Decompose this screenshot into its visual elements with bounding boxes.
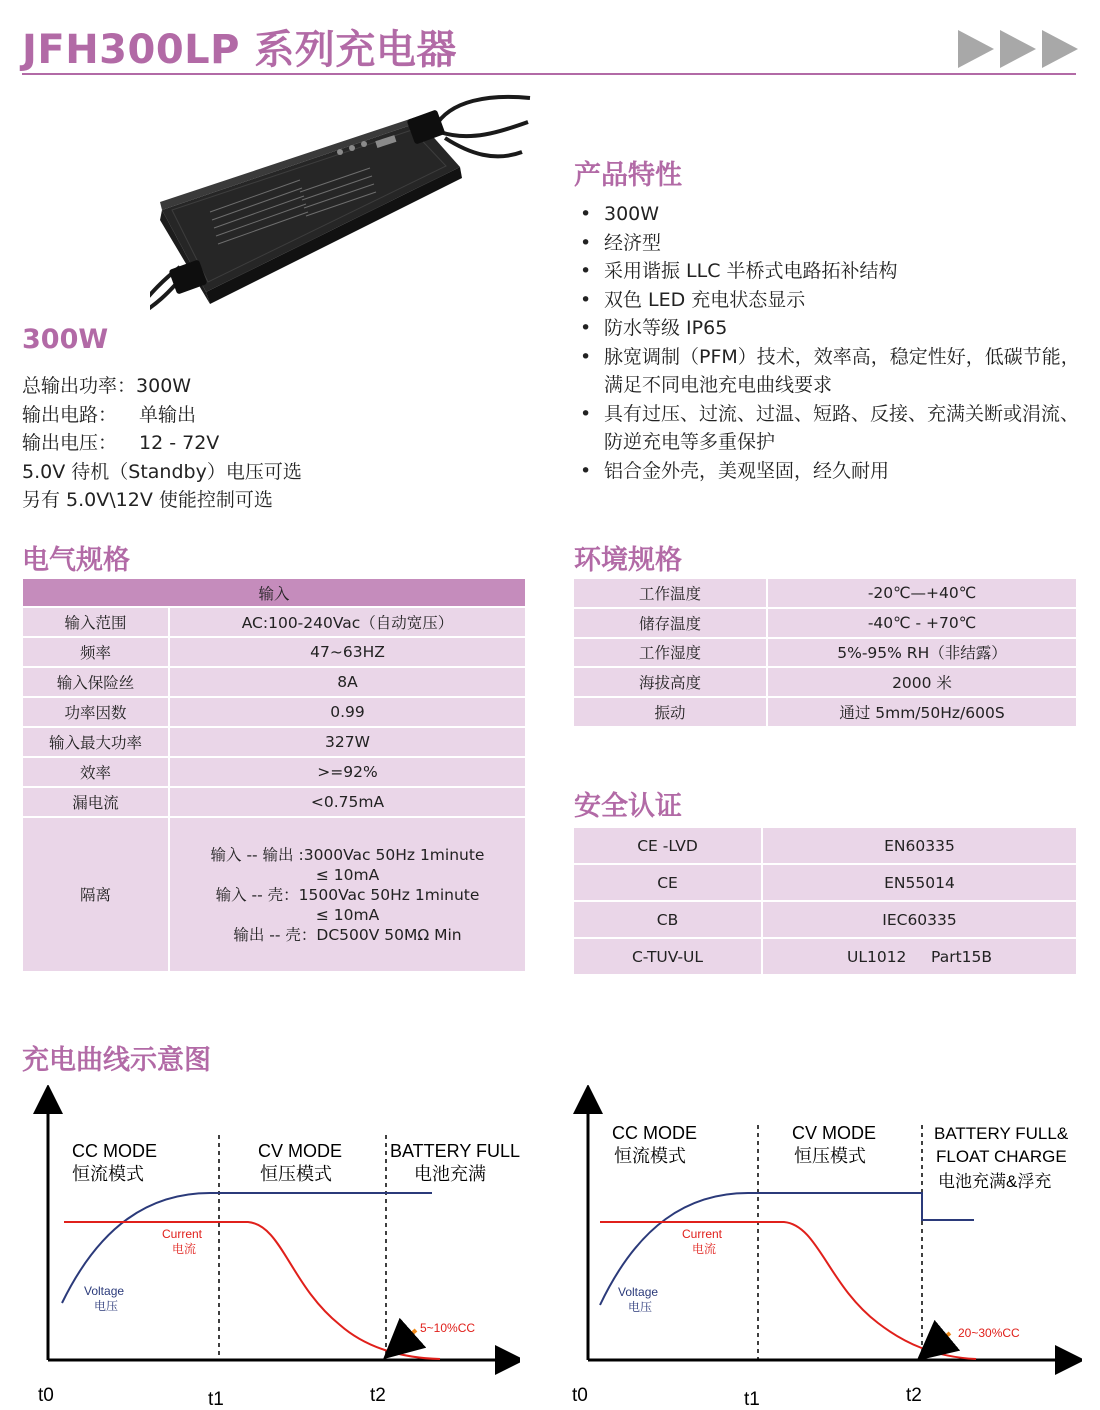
spec-output-circuit [22, 401, 302, 430]
row-value: EN60335 [763, 828, 1076, 865]
annotation-arrow [932, 1333, 950, 1348]
charging-curve-chart-2 [562, 1085, 1082, 1405]
row-label: 输入最大功率 [23, 728, 170, 758]
tick-t0: t0 [572, 1385, 588, 1405]
row-label: 工作湿度 [574, 639, 768, 669]
tick-t2: t2 [370, 1385, 386, 1405]
phase-label-2a: CV MODE [258, 1141, 343, 1161]
row-value-isolation [170, 818, 525, 973]
spec-label: 输出电压： [22, 432, 118, 454]
table-row [23, 638, 525, 668]
charging-curve-heading: 充电曲线示意图 [22, 1045, 211, 1076]
phase-label-3a: BATTERY FULL [390, 1141, 520, 1161]
features-heading: 产品特性 [574, 160, 682, 191]
spec-value: 300W [136, 375, 192, 397]
list-item: • 采用谐振 LLC 半桥式电路拓补结构 [576, 257, 1086, 286]
current-label-cn: 电流 [692, 1242, 717, 1256]
phase-label-1b: 恒流模式 [614, 1146, 686, 1166]
table-row [23, 788, 525, 818]
row-value: <0.75mA [170, 788, 525, 818]
phase-label-1a: CC MODE [72, 1141, 157, 1161]
safety-heading: 安全认证 [574, 791, 682, 822]
product-spec-list [22, 372, 302, 515]
table-row [23, 728, 525, 758]
annotation-arrow [398, 1330, 416, 1346]
table-row [574, 939, 1076, 976]
tick-t1: t1 [744, 1389, 760, 1405]
isolation-line: 输出 -- 壳：DC500V 50MΩ Min [233, 925, 462, 944]
row-label: CB [574, 902, 763, 939]
table-row-isolation [23, 818, 525, 973]
row-value: 327W [170, 728, 525, 758]
row-value: -20℃—+40℃ [768, 579, 1076, 609]
row-value: 8A [170, 668, 525, 698]
row-label: 功率因数 [23, 698, 170, 728]
environment-spec-table [574, 579, 1076, 728]
annotation-label: 5~10%CC [420, 1321, 476, 1335]
list-item: • 脉宽调制（PFM）技术，效率高，稳定性好，低碳节能，满足不同电池充电曲线要求 [576, 343, 1086, 400]
row-label: CE [574, 865, 763, 902]
voltage-label: Voltage [618, 1285, 659, 1299]
phase-label-3b: 电池充满 [414, 1164, 486, 1184]
isolation-line: ≤ 10mA [315, 865, 380, 884]
row-value: EN55014 [763, 865, 1076, 902]
row-label: CE -LVD [574, 828, 763, 865]
row-label: 振动 [574, 698, 768, 728]
spec-standby [22, 458, 302, 487]
tick-t2: t2 [906, 1385, 922, 1405]
row-label: C-TUV-UL [574, 939, 763, 976]
phase-label-2a: CV MODE [792, 1123, 877, 1143]
table-row [574, 639, 1076, 669]
spec-total-power [22, 372, 302, 401]
row-label: 输入保险丝 [23, 668, 170, 698]
table-row [574, 668, 1076, 698]
isolation-line: 输入 -- 输出 :3000Vac 50Hz 1minute [210, 845, 485, 864]
list-item: • 经济型 [576, 229, 1086, 258]
row-value: 2000 米 [768, 668, 1076, 698]
list-item: • 防水等级 IP65 [576, 314, 1086, 343]
charging-curve-chart-1 [20, 1085, 520, 1405]
table-row [574, 609, 1076, 639]
row-value: IEC60335 [763, 902, 1076, 939]
spec-label: 另有 5.0V\12V 使能控制可选 [22, 489, 273, 511]
row-label: 储存温度 [574, 609, 768, 639]
table-row [574, 865, 1076, 902]
row-value: 5%-95% RH（非结露） [768, 639, 1076, 669]
phase-label-2b: 恒压模式 [260, 1164, 332, 1184]
current-label: Current [682, 1227, 723, 1241]
row-value: -40℃ - +70℃ [768, 609, 1076, 639]
phase-label-1a: CC MODE [612, 1123, 697, 1143]
table-row [23, 668, 525, 698]
charger-product-image [150, 92, 540, 332]
table-row [574, 579, 1076, 609]
title-underline [22, 73, 1076, 75]
annotation-label: 20~30%CC [958, 1326, 1020, 1340]
spec-value: 12 - 72V [139, 432, 220, 454]
row-label: 工作温度 [574, 579, 768, 609]
electrical-heading: 电气规格 [22, 545, 130, 576]
power-heading: 300W [22, 324, 109, 355]
voltage-label: Voltage [84, 1284, 125, 1298]
isolation-line: 输入 -- 壳：1500Vac 50Hz 1minute [215, 885, 480, 904]
current-label-cn: 电流 [172, 1242, 197, 1256]
row-value: AC:100-240Vac（自动宽压） [170, 608, 525, 638]
table-row [23, 608, 525, 638]
phase-label-2b: 恒压模式 [794, 1146, 866, 1166]
isolation-line: ≤ 10mA [315, 905, 380, 924]
phase-label-3a: BATTERY FULL& [934, 1124, 1069, 1143]
voltage-label-cn: 电压 [628, 1300, 653, 1314]
phase-label-1b: 恒流模式 [72, 1164, 144, 1184]
row-value: 0.99 [170, 698, 525, 728]
row-label: 输入范围 [23, 608, 170, 638]
row-value: 通过 5mm/50Hz/600S [768, 698, 1076, 728]
table-row [23, 698, 525, 728]
spec-value: 单输出 [139, 403, 197, 426]
spec-label: 5.0V 待机（Standby）电压可选 [22, 460, 302, 483]
phase-label-3b: FLOAT CHARGE [936, 1147, 1067, 1166]
row-value: >=92% [170, 758, 525, 788]
row-label: 漏电流 [23, 788, 170, 818]
environment-heading: 环境规格 [574, 545, 682, 576]
tick-t1: t1 [208, 1389, 224, 1405]
table-row [23, 758, 525, 788]
table-header-row [23, 579, 525, 608]
row-value: 47~63HZ [170, 638, 525, 668]
voltage-label-cn: 电压 [94, 1299, 119, 1313]
list-item: • 具有过压、过流、过温、短路、反接、充满关断或涓流、防逆充电等多重保护 [576, 400, 1086, 457]
spec-enable-control [22, 486, 302, 515]
row-label: 效率 [23, 758, 170, 788]
spec-output-voltage [22, 429, 302, 458]
safety-cert-table [574, 828, 1076, 976]
electrical-spec-table [23, 579, 525, 973]
phase-label-3c: 电池充满&浮充 [938, 1172, 1052, 1191]
current-label: Current [162, 1227, 203, 1241]
page-title: JFH300LP 系列充电器 [22, 27, 457, 73]
row-label: 海拔高度 [574, 668, 768, 698]
triple-arrow-icon [958, 28, 1078, 70]
features-list [576, 200, 1086, 485]
row-label: 频率 [23, 638, 170, 668]
list-item: • 双色 LED 充电状态显示 [576, 286, 1086, 315]
list-item: • 铝合金外壳，美观坚固，经久耐用 [576, 457, 1086, 486]
table-header-input: 输入 [23, 579, 525, 608]
list-item: • 300W [576, 200, 1086, 229]
spec-label: 总输出功率： [22, 375, 137, 397]
table-row [574, 902, 1076, 939]
table-row [574, 828, 1076, 865]
row-label: 隔离 [23, 818, 170, 973]
table-row [574, 698, 1076, 728]
row-value: UL1012 Part15B [763, 939, 1076, 976]
tick-t0: t0 [38, 1385, 54, 1405]
spec-label: 输出电路： [22, 403, 118, 426]
